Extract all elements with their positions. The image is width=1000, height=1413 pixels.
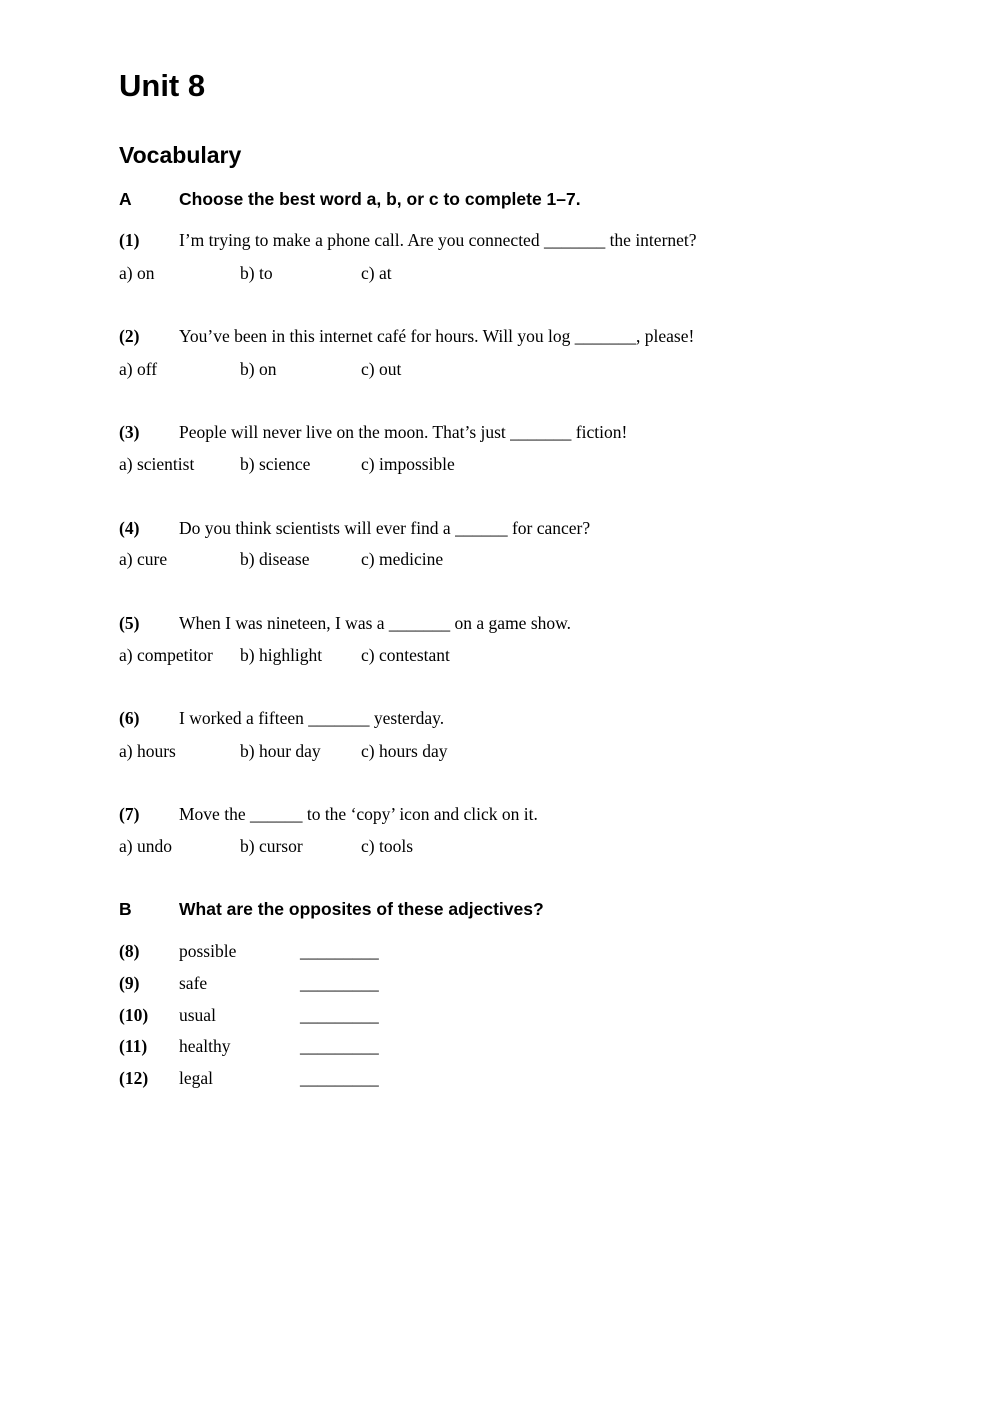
option-c: c) impossible — [361, 454, 455, 474]
option-c: c) tools — [361, 836, 414, 856]
adjective-word: safe — [179, 973, 208, 993]
option-b: b) highlight — [240, 645, 323, 665]
option-b: b) to — [240, 263, 273, 283]
option-b: b) on — [240, 359, 277, 379]
question-number: (4) — [119, 518, 140, 538]
part-b-letter: B — [119, 899, 132, 919]
option-a: a) on — [119, 263, 155, 283]
question-number: (3) — [119, 422, 140, 442]
question-number: (8) — [119, 941, 140, 961]
option-c: c) contestant — [361, 645, 450, 665]
adjective-word: possible — [179, 941, 237, 961]
question-stem: Move the ______ to the ‘copy’ icon and click on it. — [179, 804, 538, 824]
option-c: c) out — [361, 359, 402, 379]
part-a-instruction: Choose the best word a, b, or c to complete 1–7. — [179, 189, 581, 209]
unit-title: Unit 8 — [119, 68, 206, 103]
option-b: b) hour day — [240, 741, 321, 761]
question-number: (9) — [119, 973, 140, 993]
question-number: (6) — [119, 708, 140, 728]
question-stem: I’m trying to make a phone call. Are you connected _______ the internet? — [179, 230, 697, 250]
option-a: a) competitor — [119, 645, 213, 665]
question-number: (11) — [119, 1036, 148, 1056]
question-stem: When I was nineteen, I was a _______ on a game show. — [179, 613, 572, 633]
answer-blank[interactable]: _________ — [300, 941, 379, 961]
option-b: b) cursor — [240, 836, 303, 856]
question-stem: You’ve been in this internet café for hours. Will you log _______, please! — [179, 326, 695, 346]
answer-blank[interactable]: _________ — [300, 1005, 379, 1025]
part-b-instruction: What are the opposites of these adjectives? — [179, 899, 544, 919]
option-a: a) undo — [119, 836, 172, 856]
option-c: c) at — [361, 263, 392, 283]
answer-blank[interactable]: _________ — [300, 1068, 379, 1088]
option-c: c) hours day — [361, 741, 448, 761]
question-number: (1) — [119, 230, 140, 250]
adjective-word: usual — [179, 1005, 216, 1025]
question-stem: Do you think scientists will ever find a ______ for cancer? — [179, 518, 591, 538]
section-title: Vocabulary — [119, 142, 242, 168]
answer-blank[interactable]: _________ — [300, 1036, 379, 1056]
question-number: (12) — [119, 1068, 149, 1088]
part-a-letter: A — [119, 189, 132, 209]
option-a: a) hours — [119, 741, 176, 761]
adjective-word: legal — [179, 1068, 214, 1088]
question-number: (7) — [119, 804, 140, 824]
option-c: c) medicine — [361, 549, 444, 569]
option-a: a) cure — [119, 549, 168, 569]
question-number: (5) — [119, 613, 140, 633]
option-b: b) disease — [240, 549, 310, 569]
option-a: a) off — [119, 359, 158, 379]
question-number: (10) — [119, 1005, 149, 1025]
option-a: a) scientist — [119, 454, 195, 474]
option-b: b) science — [240, 454, 311, 474]
answer-blank[interactable]: _________ — [300, 973, 379, 993]
question-stem: I worked a fifteen _______ yesterday. — [179, 708, 445, 728]
question-stem: People will never live on the moon. That’s just _______ fiction! — [179, 422, 628, 442]
question-number: (2) — [119, 326, 140, 346]
adjective-word: healthy — [179, 1036, 231, 1056]
